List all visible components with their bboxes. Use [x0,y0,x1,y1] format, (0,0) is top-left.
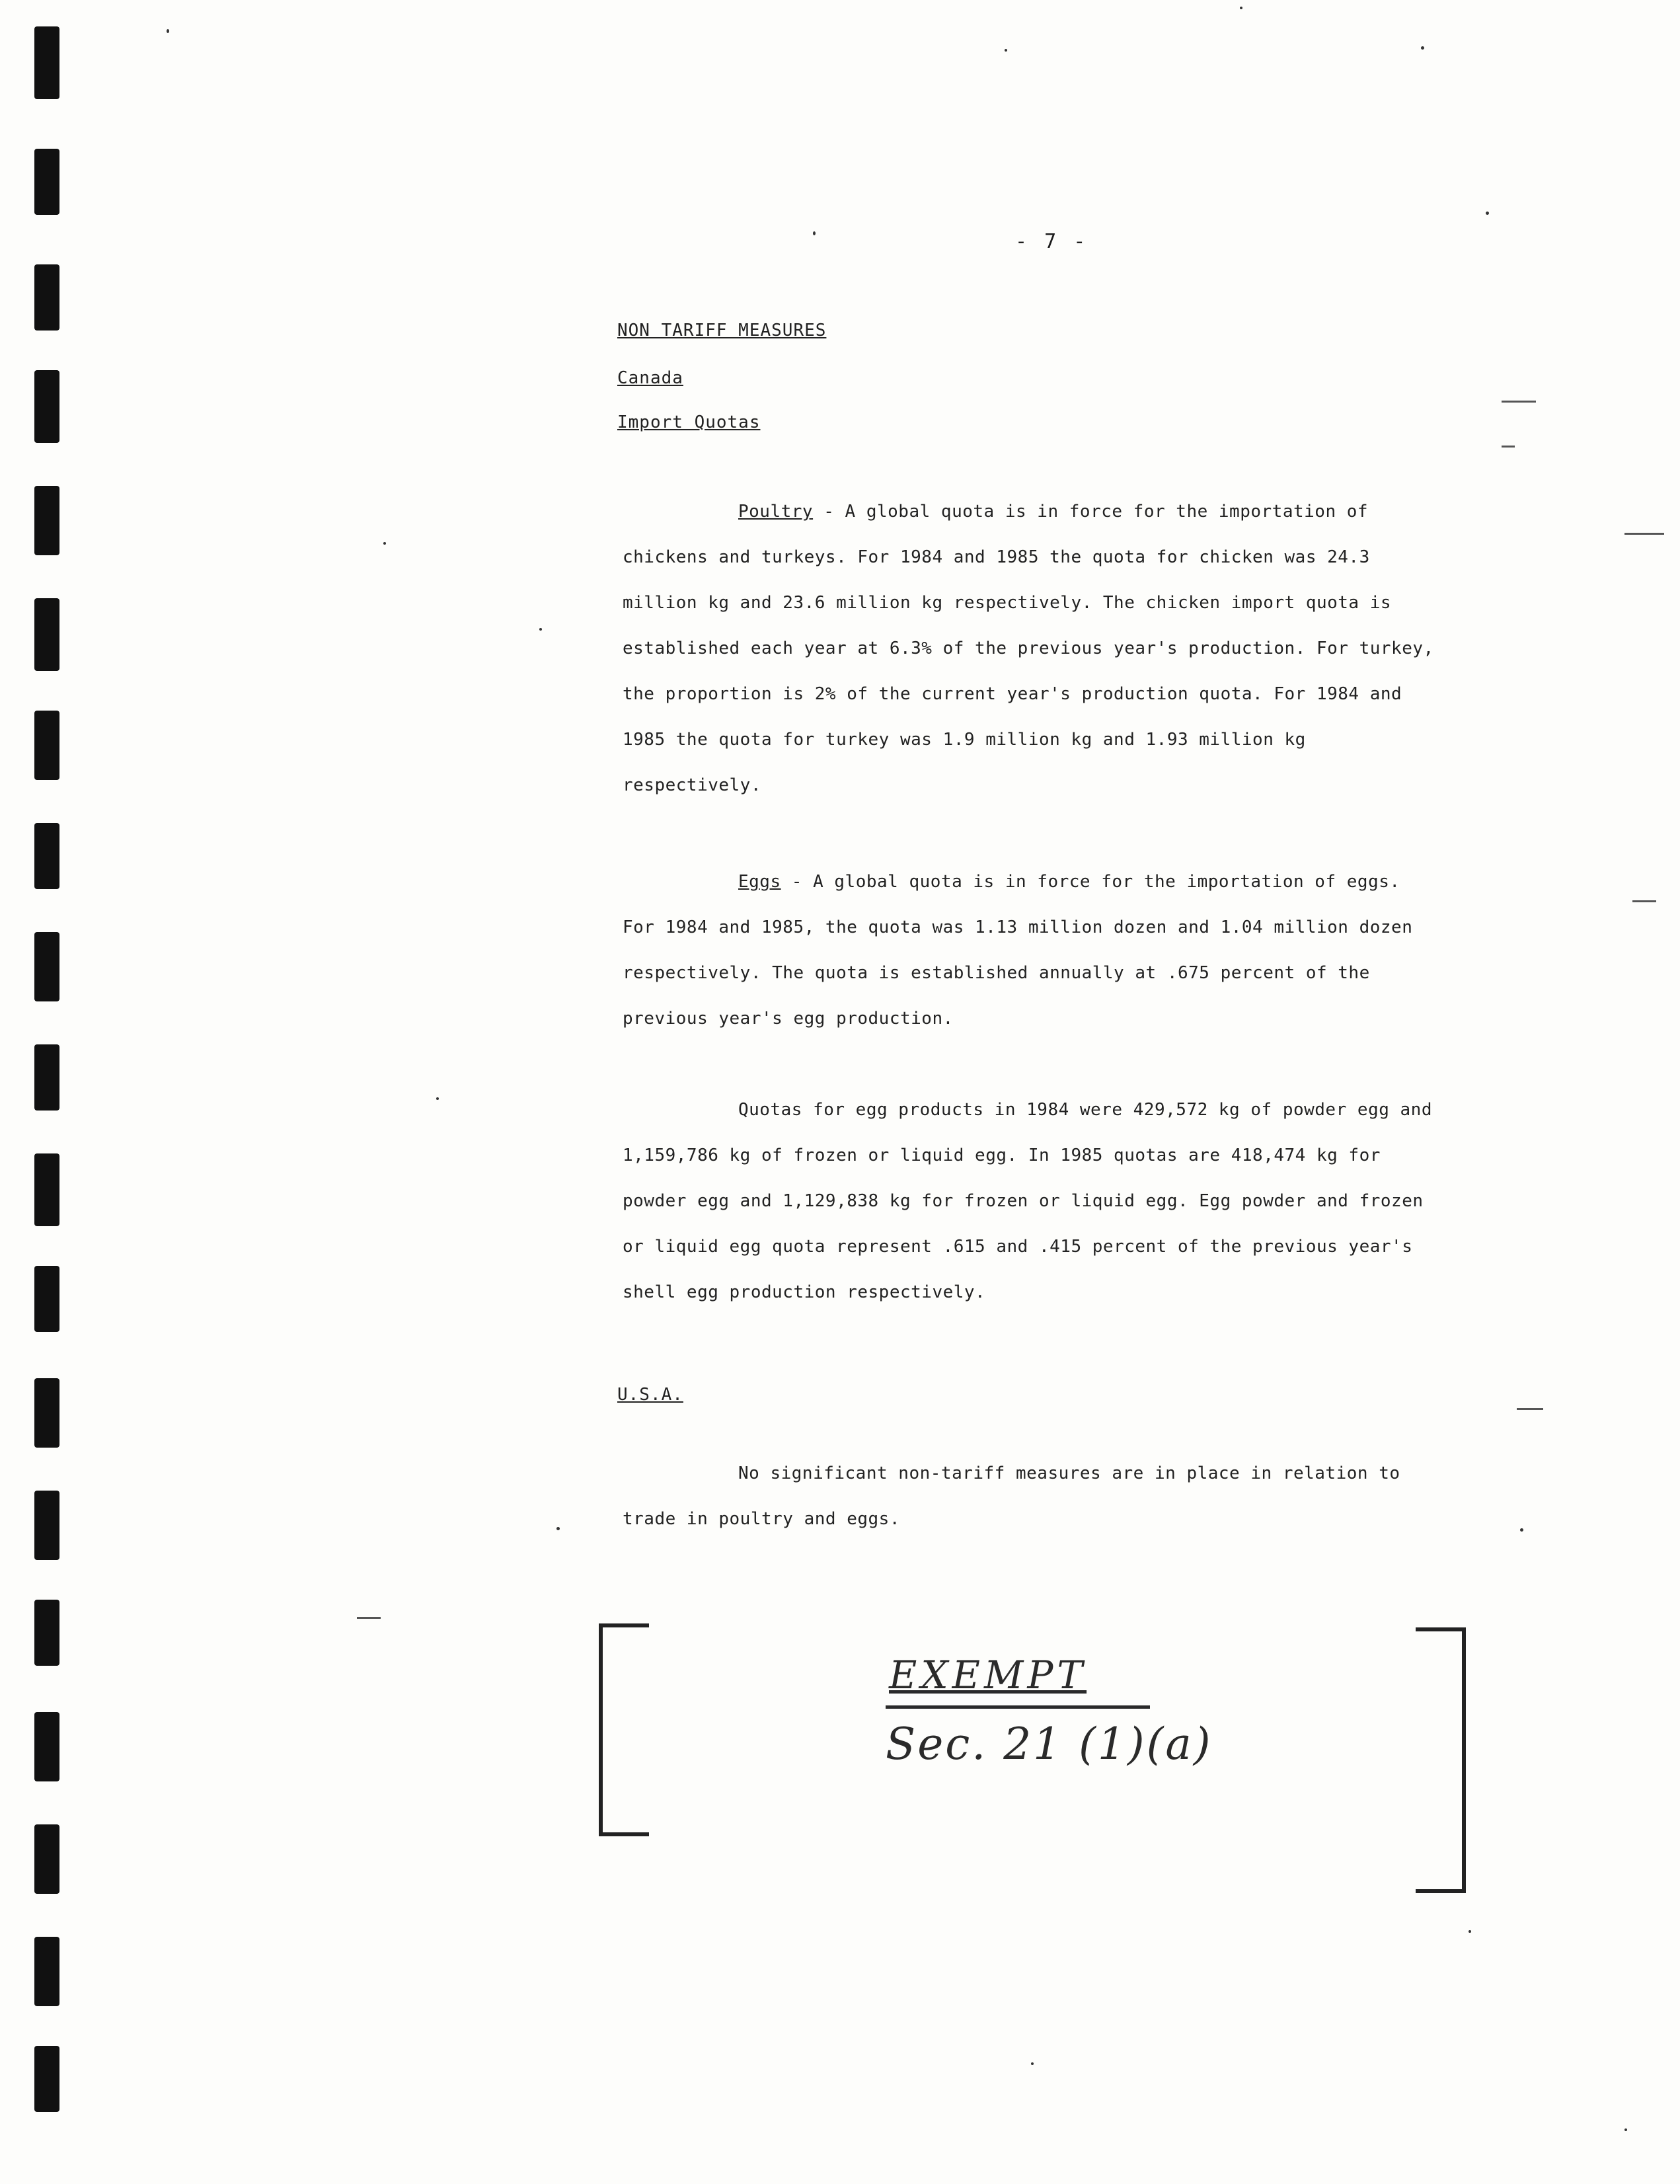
binding-mark [34,823,59,889]
binding-mark [34,486,59,555]
binding-mark [34,149,59,215]
scan-speck [383,542,386,545]
section-heading: NON TARIFF MEASURES [617,321,827,340]
binding-mark [34,2046,59,2112]
binding-mark [34,1824,59,1894]
binding-mark [34,1378,59,1448]
right-bracket [1416,1627,1466,1893]
scan-speck [556,1527,560,1530]
binding-mark [34,1491,59,1560]
binding-mark [34,1600,59,1666]
poultry-lead: Poultry [738,502,814,522]
scan-dash [1632,900,1656,902]
egg-products-text: Quotas for egg products in 1984 were 429,572 kg of powder egg and 1,159,786 kg of frozen or liquid egg. In 1985 quotas are 418,474 kg for powder egg and 1,129,838 kg for frozen or liquid egg. Egg powder and frozen or liquid egg quota represent .615 and .415 percent of the previous year's shell egg production respectively. [623,1100,1432,1302]
poultry-paragraph [623,489,1442,808]
binding-mark [34,1266,59,1332]
binding-mark [34,1937,59,2006]
binding-mark [34,598,59,671]
country-heading-usa: U.S.A. [617,1385,683,1405]
binding-mark [34,932,59,1001]
subsection-heading: Import Quotas [617,412,761,432]
usa-text: No significant non-tariff measures are in place in relation to trade in poultry and eggs. [623,1463,1400,1529]
scan-speck [813,231,816,235]
scan-dash [1624,533,1664,535]
page-number: - 7 - [1015,230,1088,253]
exempt-stamp-text: EXEMPT [889,1653,1087,1697]
scan-speck [1486,212,1489,215]
scan-speck [436,1097,439,1100]
scan-dash [1502,401,1536,403]
scan-speck [1421,46,1424,50]
scan-dash [357,1617,381,1619]
left-bracket [599,1623,649,1836]
scan-speck [539,628,542,631]
eggs-paragraph [623,859,1442,1042]
egg-products-paragraph [623,1087,1442,1315]
scan-speck [1031,2062,1034,2065]
binding-mark [34,26,59,99]
exempt-section-text: Sec. 21 (1)(a) [886,1719,1213,1770]
scan-speck [1005,49,1007,52]
binding-mark [34,711,59,780]
binding-mark [34,1712,59,1781]
stamp-rule [886,1705,1150,1709]
scan-dash [1502,446,1515,448]
binding-mark [34,370,59,443]
eggs-text: - A global quota is in force for the importation of eggs. For 1984 and 1985, the quota was 1.13 million dozen and 1.04 million dozen respectively. The quota is established annually at .675 percent of the previous year's egg production. [623,872,1413,1029]
scan-speck [1240,7,1242,9]
binding-mark [34,1153,59,1226]
binding-mark [34,264,59,331]
poultry-text: - A global quota is in force for the importation of chickens and turkeys. For 1984 and 1985 the quota for chicken was 24.3 million kg and 23.6 million kg respectively. The chicken import quota is established each year at 6.3% of the previous year's production. For turkey, the proportion is 2% of the current year's production quota. For 1984 and 1985 the quota for turkey was 1.9 million kg and 1.93 million kg respectively. [623,502,1434,795]
usa-paragraph [623,1451,1442,1542]
scan-speck [1624,2128,1627,2131]
country-heading-canada: Canada [617,368,683,388]
eggs-lead: Eggs [738,872,781,892]
binding-mark [34,1044,59,1111]
scan-speck [1520,1528,1523,1532]
scan-speck [167,29,169,33]
scan-speck [1469,1930,1471,1933]
scan-dash [1517,1408,1543,1410]
